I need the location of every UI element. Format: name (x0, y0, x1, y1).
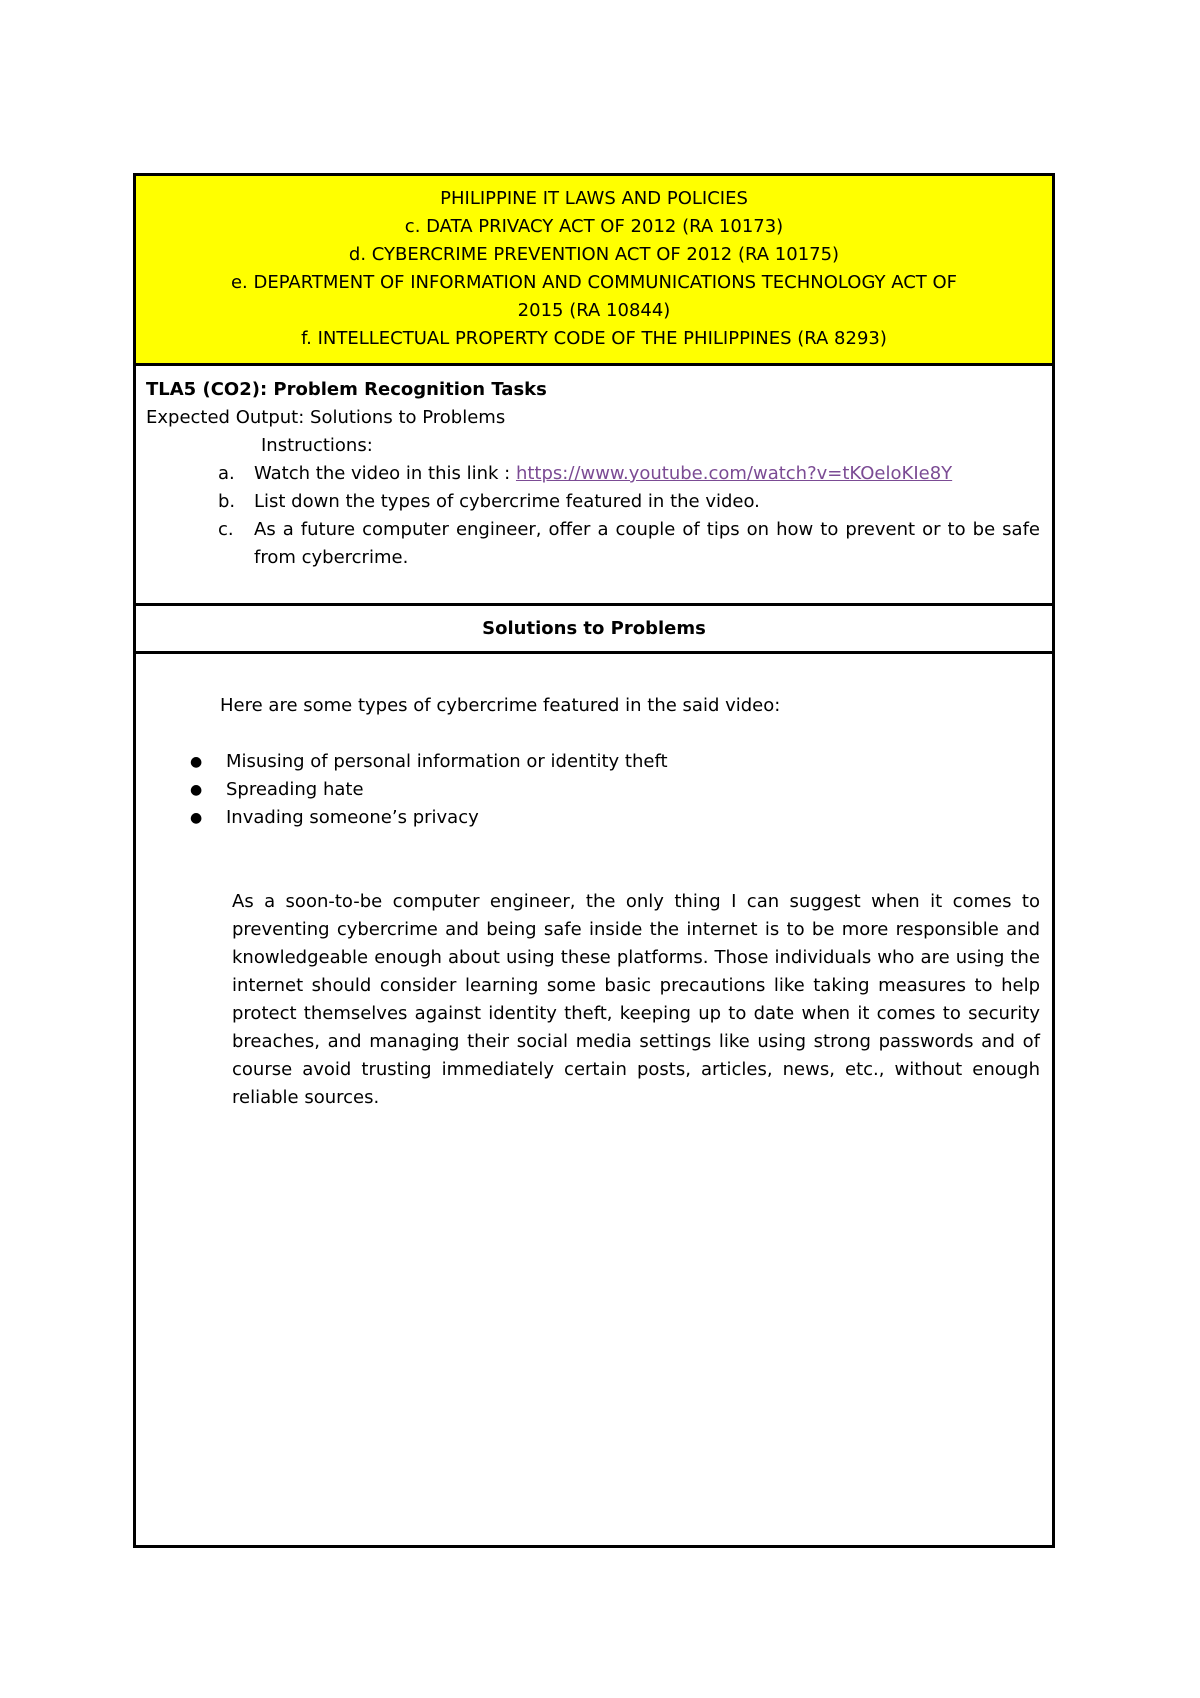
cybercrime-types-list (148, 748, 1040, 832)
list-item-text: Invading someone’s privacy (226, 807, 479, 828)
instruction-item (146, 460, 1040, 488)
video-link[interactable]: https://www.youtube.com/watch?v=tKOeloKIe8Y (515, 463, 953, 484)
instruction-marker: b. (218, 491, 236, 512)
solutions-heading: Solutions to Problems (136, 606, 1052, 654)
instruction-marker: a. (218, 463, 235, 484)
bullet-icon: ● (190, 810, 203, 826)
instruction-item (146, 488, 1040, 516)
bullet-icon: ● (190, 782, 203, 798)
list-item-text: Spreading hate (226, 779, 364, 800)
instruction-text: As a future computer engineer, offer a couple of tips on how to prevent or to be safe from cybercrime. (254, 519, 1040, 568)
answer-intro: Here are some types of cybercrime featured in the said video: (220, 695, 781, 716)
instructions-label: Instructions: (261, 435, 373, 456)
list-item (148, 748, 1040, 776)
title-header-cell (136, 176, 1052, 366)
answer-cell (136, 654, 1052, 1545)
instruction-text (254, 460, 1040, 488)
task-title: TLA5 (CO2): Problem Recognition Tasks (146, 379, 547, 400)
list-item-text: Misusing of personal information or identity theft (226, 751, 668, 772)
instructions-list (146, 460, 1040, 572)
list-item (148, 776, 1040, 804)
header-line-data-privacy-act: c. DATA PRIVACY ACT OF 2012 (RA 10173) (404, 215, 784, 237)
instruction-item (146, 516, 1040, 572)
header-line-main-title: PHILIPPINE IT LAWS AND POLICIES (440, 187, 748, 209)
instruction-text-prefix: Watch the video in this link : (254, 463, 516, 484)
answer-paragraph: As a soon-to-be computer engineer, the only thing I can suggest when it comes to preventing cybercrime and being safe inside the internet is to be more responsible and knowledgeable enough about using these platforms. Those individuals who are using the internet should consider learning some basic precautions like taking measures to help protect themselves against identity theft, keeping up to date when it comes to security breaches, and managing their social media settings like using strong passwords and of course avoid trusting immediately certain posts, articles, news, etc., without enough reliable sources. (232, 891, 1040, 1108)
header-line-cybercrime-act: d. CYBERCRIME PREVENTION ACT OF 2012 (RA 10175) (348, 243, 840, 265)
instruction-text: List down the types of cybercrime featured in the video. (254, 491, 760, 512)
bullet-icon: ● (190, 754, 203, 770)
instruction-marker: c. (218, 519, 234, 540)
expected-output: Expected Output: Solutions to Problems (146, 407, 506, 428)
header-line-ip-code: f. INTELLECTUAL PROPERTY CODE OF THE PHILIPPINES (RA 8293) (301, 327, 887, 349)
header-line-dict-act: e. DEPARTMENT OF INFORMATION AND COMMUNICATIONS TECHNOLOGY ACT OF (230, 271, 958, 293)
document-table (133, 173, 1055, 1548)
header-line-dict-act-cont: 2015 (RA 10844) (517, 299, 671, 321)
task-cell (136, 366, 1052, 606)
list-item (148, 804, 1040, 832)
